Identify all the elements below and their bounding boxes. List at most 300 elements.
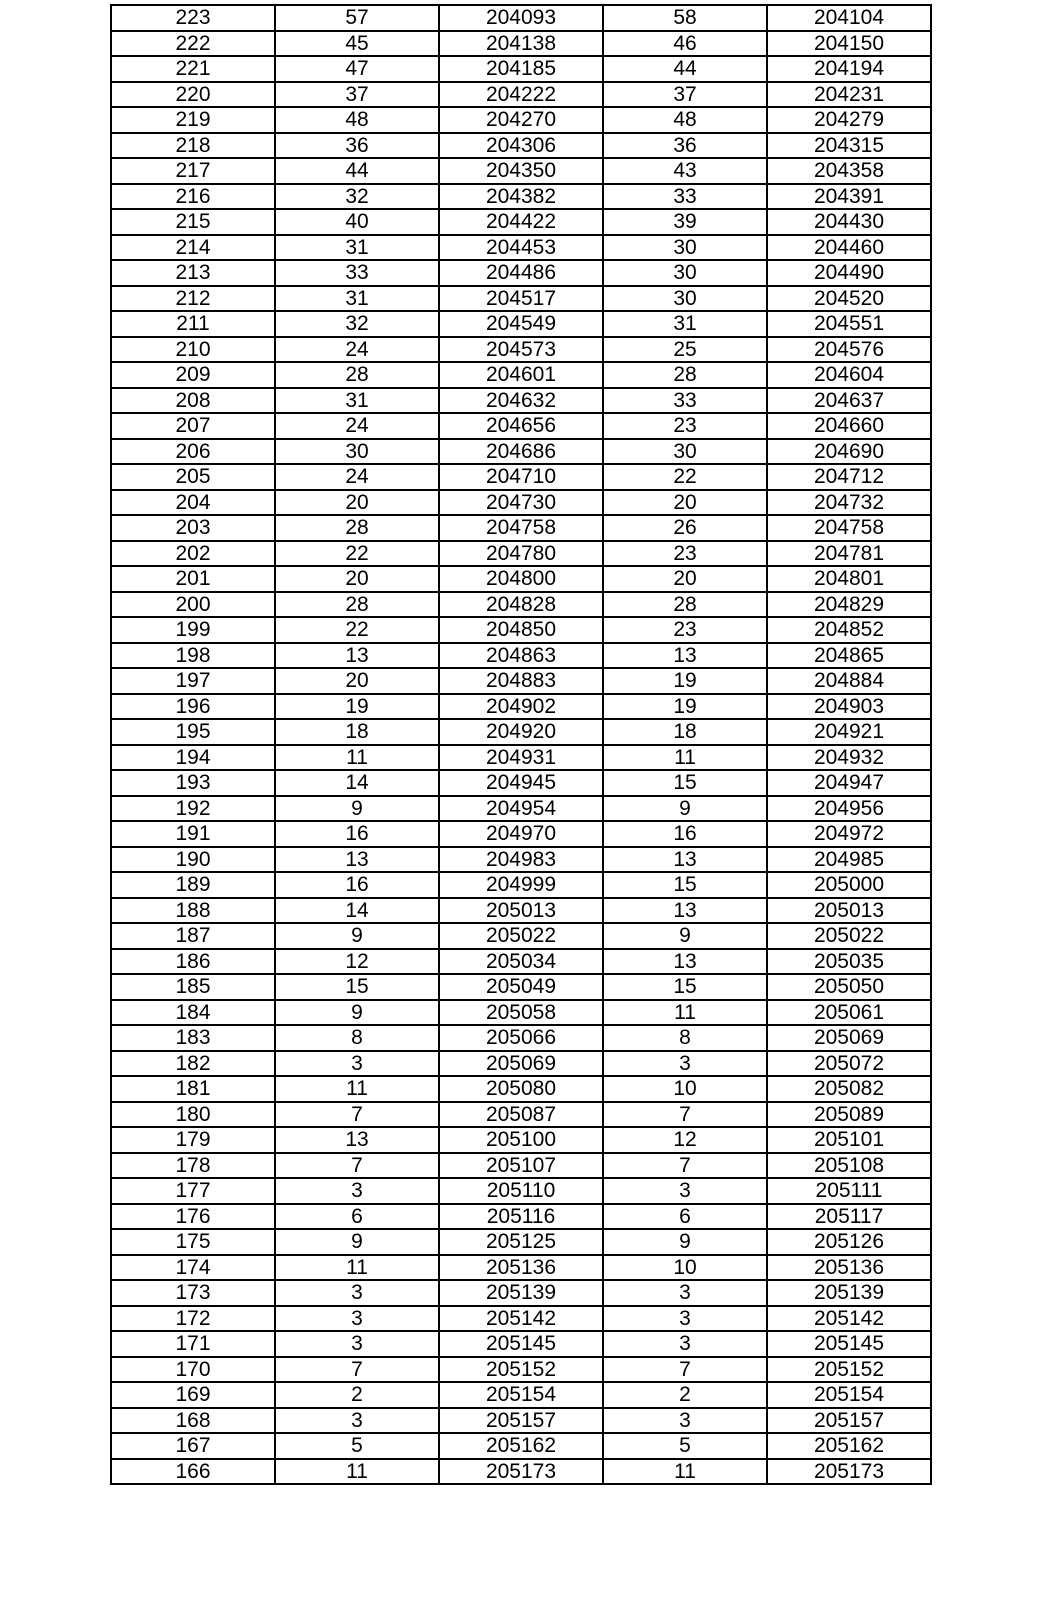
cumulative-b-cell: 204732	[767, 490, 931, 516]
count-b-cell: 46	[603, 31, 767, 57]
cumulative-a-cell: 205125	[439, 1229, 603, 1255]
count-b-cell: 36	[603, 133, 767, 159]
cumulative-b-cell: 204637	[767, 388, 931, 414]
score-cell: 195	[111, 719, 275, 745]
score-cell: 210	[111, 337, 275, 363]
score-cell: 207	[111, 413, 275, 439]
cumulative-a-cell: 204931	[439, 745, 603, 771]
count-b-cell: 11	[603, 745, 767, 771]
cumulative-b-cell: 205173	[767, 1459, 931, 1485]
cumulative-a-cell: 205087	[439, 1102, 603, 1128]
count-b-cell: 3	[603, 1280, 767, 1306]
score-cell: 181	[111, 1076, 275, 1102]
count-a-cell: 16	[275, 821, 439, 847]
score-cell: 187	[111, 923, 275, 949]
count-b-cell: 7	[603, 1357, 767, 1383]
score-cell: 204	[111, 490, 275, 516]
cumulative-a-cell: 205157	[439, 1408, 603, 1434]
table-row	[111, 235, 931, 261]
count-a-cell: 32	[275, 184, 439, 210]
cumulative-b-cell: 205069	[767, 1025, 931, 1051]
cumulative-a-cell: 205049	[439, 974, 603, 1000]
count-a-cell: 13	[275, 847, 439, 873]
score-cell: 179	[111, 1127, 275, 1153]
count-b-cell: 31	[603, 311, 767, 337]
score-cell: 167	[111, 1433, 275, 1459]
table-row	[111, 209, 931, 235]
cumulative-a-cell: 204517	[439, 286, 603, 312]
count-a-cell: 13	[275, 643, 439, 669]
table-row	[111, 464, 931, 490]
count-b-cell: 2	[603, 1382, 767, 1408]
table-row	[111, 1000, 931, 1026]
cumulative-b-cell: 204985	[767, 847, 931, 873]
count-a-cell: 2	[275, 1382, 439, 1408]
count-a-cell: 33	[275, 260, 439, 286]
count-a-cell: 28	[275, 362, 439, 388]
score-cell: 203	[111, 515, 275, 541]
count-a-cell: 28	[275, 592, 439, 618]
table-row	[111, 974, 931, 1000]
cumulative-b-cell: 204956	[767, 796, 931, 822]
table-row	[111, 490, 931, 516]
count-a-cell: 24	[275, 464, 439, 490]
count-a-cell: 37	[275, 82, 439, 108]
count-a-cell: 48	[275, 107, 439, 133]
table-row	[111, 1459, 931, 1485]
score-cell: 176	[111, 1204, 275, 1230]
count-b-cell: 3	[603, 1408, 767, 1434]
cumulative-b-cell: 204315	[767, 133, 931, 159]
count-a-cell: 20	[275, 490, 439, 516]
cumulative-b-cell: 205152	[767, 1357, 931, 1383]
cumulative-a-cell: 204453	[439, 235, 603, 261]
count-b-cell: 43	[603, 158, 767, 184]
score-cell: 168	[111, 1408, 275, 1434]
count-a-cell: 3	[275, 1306, 439, 1332]
table-row	[111, 1076, 931, 1102]
count-b-cell: 23	[603, 413, 767, 439]
count-b-cell: 39	[603, 209, 767, 235]
cumulative-b-cell: 205111	[767, 1178, 931, 1204]
score-cell: 174	[111, 1255, 275, 1281]
score-cell: 214	[111, 235, 275, 261]
table-row	[111, 311, 931, 337]
count-b-cell: 28	[603, 592, 767, 618]
cumulative-a-cell: 205080	[439, 1076, 603, 1102]
count-b-cell: 44	[603, 56, 767, 82]
count-b-cell: 23	[603, 617, 767, 643]
cumulative-a-cell: 204945	[439, 770, 603, 796]
count-b-cell: 58	[603, 5, 767, 31]
table-row	[111, 1280, 931, 1306]
count-a-cell: 7	[275, 1357, 439, 1383]
table-row	[111, 1153, 931, 1179]
table-row	[111, 1306, 931, 1332]
cumulative-a-cell: 204883	[439, 668, 603, 694]
cumulative-a-cell: 204999	[439, 872, 603, 898]
table-row	[111, 694, 931, 720]
cumulative-b-cell: 204972	[767, 821, 931, 847]
count-a-cell: 24	[275, 413, 439, 439]
table-row	[111, 1229, 931, 1255]
count-a-cell: 45	[275, 31, 439, 57]
cumulative-a-cell: 204970	[439, 821, 603, 847]
cumulative-a-cell: 205173	[439, 1459, 603, 1485]
count-a-cell: 15	[275, 974, 439, 1000]
cumulative-a-cell: 205116	[439, 1204, 603, 1230]
table-row	[111, 439, 931, 465]
count-a-cell: 31	[275, 286, 439, 312]
count-b-cell: 30	[603, 235, 767, 261]
count-a-cell: 20	[275, 566, 439, 592]
cumulative-b-cell: 205108	[767, 1153, 931, 1179]
table-row	[111, 56, 931, 82]
cumulative-b-cell: 204391	[767, 184, 931, 210]
cumulative-b-cell: 205022	[767, 923, 931, 949]
count-b-cell: 3	[603, 1051, 767, 1077]
cumulative-a-cell: 204632	[439, 388, 603, 414]
score-cell: 171	[111, 1331, 275, 1357]
cumulative-b-cell: 205101	[767, 1127, 931, 1153]
count-b-cell: 15	[603, 872, 767, 898]
count-a-cell: 3	[275, 1408, 439, 1434]
count-b-cell: 33	[603, 184, 767, 210]
count-b-cell: 30	[603, 439, 767, 465]
table-row	[111, 133, 931, 159]
count-a-cell: 5	[275, 1433, 439, 1459]
cumulative-b-cell: 204712	[767, 464, 931, 490]
cumulative-b-cell: 204576	[767, 337, 931, 363]
table-row	[111, 1331, 931, 1357]
count-a-cell: 22	[275, 541, 439, 567]
table-row	[111, 158, 931, 184]
score-cell: 208	[111, 388, 275, 414]
cumulative-b-cell: 205136	[767, 1255, 931, 1281]
count-a-cell: 36	[275, 133, 439, 159]
cumulative-b-cell: 205089	[767, 1102, 931, 1128]
table-row	[111, 1408, 931, 1434]
table-row	[111, 388, 931, 414]
cumulative-a-cell: 204549	[439, 311, 603, 337]
cumulative-a-cell: 205022	[439, 923, 603, 949]
score-cell: 190	[111, 847, 275, 873]
table-row	[111, 1357, 931, 1383]
table-row	[111, 1204, 931, 1230]
cumulative-b-cell: 204829	[767, 592, 931, 618]
cumulative-a-cell: 205066	[439, 1025, 603, 1051]
cumulative-a-cell: 204730	[439, 490, 603, 516]
score-cell: 222	[111, 31, 275, 57]
table-row	[111, 847, 931, 873]
count-b-cell: 10	[603, 1076, 767, 1102]
cumulative-b-cell: 204758	[767, 515, 931, 541]
cumulative-b-cell: 204551	[767, 311, 931, 337]
score-cell: 166	[111, 1459, 275, 1485]
cumulative-b-cell: 204279	[767, 107, 931, 133]
cumulative-b-cell: 204194	[767, 56, 931, 82]
count-b-cell: 30	[603, 286, 767, 312]
count-a-cell: 3	[275, 1178, 439, 1204]
score-cell: 177	[111, 1178, 275, 1204]
cumulative-b-cell: 204660	[767, 413, 931, 439]
score-cell: 193	[111, 770, 275, 796]
score-cell: 213	[111, 260, 275, 286]
count-b-cell: 10	[603, 1255, 767, 1281]
count-a-cell: 11	[275, 745, 439, 771]
cumulative-a-cell: 204828	[439, 592, 603, 618]
count-a-cell: 14	[275, 770, 439, 796]
count-b-cell: 8	[603, 1025, 767, 1051]
score-cell: 175	[111, 1229, 275, 1255]
cumulative-b-cell: 205082	[767, 1076, 931, 1102]
table-row	[111, 337, 931, 363]
table-row	[111, 1051, 931, 1077]
score-cell: 180	[111, 1102, 275, 1128]
table-row	[111, 1255, 931, 1281]
cumulative-b-cell: 205072	[767, 1051, 931, 1077]
table-row	[111, 184, 931, 210]
score-cell: 173	[111, 1280, 275, 1306]
cumulative-b-cell: 205000	[767, 872, 931, 898]
table-row	[111, 413, 931, 439]
cumulative-a-cell: 204185	[439, 56, 603, 82]
cumulative-a-cell: 205058	[439, 1000, 603, 1026]
score-cell: 201	[111, 566, 275, 592]
cumulative-b-cell: 204520	[767, 286, 931, 312]
cumulative-a-cell: 205110	[439, 1178, 603, 1204]
cumulative-a-cell: 204780	[439, 541, 603, 567]
count-a-cell: 30	[275, 439, 439, 465]
cumulative-a-cell: 204486	[439, 260, 603, 286]
cumulative-a-cell: 204270	[439, 107, 603, 133]
count-b-cell: 16	[603, 821, 767, 847]
cumulative-b-cell: 205162	[767, 1433, 931, 1459]
count-a-cell: 7	[275, 1153, 439, 1179]
cumulative-a-cell: 204656	[439, 413, 603, 439]
score-cell: 194	[111, 745, 275, 771]
cumulative-a-cell: 204710	[439, 464, 603, 490]
table-row	[111, 1433, 931, 1459]
cumulative-b-cell: 205145	[767, 1331, 931, 1357]
count-b-cell: 19	[603, 668, 767, 694]
cumulative-b-cell: 204884	[767, 668, 931, 694]
table-row	[111, 5, 931, 31]
table-row	[111, 82, 931, 108]
count-b-cell: 20	[603, 490, 767, 516]
cumulative-a-cell: 205136	[439, 1255, 603, 1281]
table-row	[111, 286, 931, 312]
cumulative-a-cell: 204306	[439, 133, 603, 159]
cumulative-a-cell: 204686	[439, 439, 603, 465]
table-row	[111, 745, 931, 771]
table-row	[111, 1178, 931, 1204]
count-b-cell: 23	[603, 541, 767, 567]
table-row	[111, 31, 931, 57]
score-cell: 205	[111, 464, 275, 490]
count-a-cell: 47	[275, 56, 439, 82]
score-cell: 188	[111, 898, 275, 924]
score-cell: 220	[111, 82, 275, 108]
score-cell: 192	[111, 796, 275, 822]
cumulative-a-cell: 204222	[439, 82, 603, 108]
count-a-cell: 44	[275, 158, 439, 184]
cumulative-a-cell: 205152	[439, 1357, 603, 1383]
score-table	[110, 4, 932, 1485]
count-b-cell: 30	[603, 260, 767, 286]
count-b-cell: 37	[603, 82, 767, 108]
table-row	[111, 949, 931, 975]
cumulative-b-cell: 204781	[767, 541, 931, 567]
count-a-cell: 32	[275, 311, 439, 337]
cumulative-b-cell: 205035	[767, 949, 931, 975]
cumulative-b-cell: 204490	[767, 260, 931, 286]
count-b-cell: 5	[603, 1433, 767, 1459]
count-b-cell: 11	[603, 1000, 767, 1026]
score-cell: 191	[111, 821, 275, 847]
cumulative-a-cell: 205107	[439, 1153, 603, 1179]
count-a-cell: 13	[275, 1127, 439, 1153]
table-row	[111, 107, 931, 133]
score-cell: 223	[111, 5, 275, 31]
count-b-cell: 9	[603, 1229, 767, 1255]
count-b-cell: 19	[603, 694, 767, 720]
score-cell: 212	[111, 286, 275, 312]
count-a-cell: 6	[275, 1204, 439, 1230]
cumulative-a-cell: 204902	[439, 694, 603, 720]
count-b-cell: 13	[603, 949, 767, 975]
cumulative-b-cell: 204104	[767, 5, 931, 31]
score-cell: 183	[111, 1025, 275, 1051]
table-row	[111, 872, 931, 898]
cumulative-a-cell: 205139	[439, 1280, 603, 1306]
count-b-cell: 3	[603, 1331, 767, 1357]
cumulative-b-cell: 204358	[767, 158, 931, 184]
cumulative-a-cell: 204758	[439, 515, 603, 541]
cumulative-b-cell: 205013	[767, 898, 931, 924]
cumulative-b-cell: 205117	[767, 1204, 931, 1230]
table-row	[111, 923, 931, 949]
count-b-cell: 28	[603, 362, 767, 388]
cumulative-a-cell: 204573	[439, 337, 603, 363]
score-cell: 185	[111, 974, 275, 1000]
table-row	[111, 541, 931, 567]
cumulative-a-cell: 204983	[439, 847, 603, 873]
score-cell: 189	[111, 872, 275, 898]
count-a-cell: 9	[275, 1229, 439, 1255]
count-b-cell: 13	[603, 643, 767, 669]
cumulative-b-cell: 205126	[767, 1229, 931, 1255]
score-cell: 182	[111, 1051, 275, 1077]
cumulative-a-cell: 204800	[439, 566, 603, 592]
cumulative-b-cell: 204150	[767, 31, 931, 57]
table-row	[111, 1382, 931, 1408]
score-cell: 202	[111, 541, 275, 567]
cumulative-a-cell: 205154	[439, 1382, 603, 1408]
count-b-cell: 3	[603, 1306, 767, 1332]
cumulative-b-cell: 204932	[767, 745, 931, 771]
count-a-cell: 9	[275, 796, 439, 822]
cumulative-b-cell: 204430	[767, 209, 931, 235]
table-row	[111, 515, 931, 541]
table-row	[111, 592, 931, 618]
score-cell: 178	[111, 1153, 275, 1179]
cumulative-a-cell: 204422	[439, 209, 603, 235]
score-cell: 200	[111, 592, 275, 618]
cumulative-a-cell: 204382	[439, 184, 603, 210]
table-row	[111, 1025, 931, 1051]
count-b-cell: 22	[603, 464, 767, 490]
count-a-cell: 18	[275, 719, 439, 745]
cumulative-a-cell: 204920	[439, 719, 603, 745]
table-row	[111, 719, 931, 745]
score-cell: 196	[111, 694, 275, 720]
score-cell: 216	[111, 184, 275, 210]
cumulative-a-cell: 205013	[439, 898, 603, 924]
cumulative-a-cell: 204850	[439, 617, 603, 643]
cumulative-a-cell: 205145	[439, 1331, 603, 1357]
cumulative-b-cell: 205142	[767, 1306, 931, 1332]
score-cell: 215	[111, 209, 275, 235]
count-b-cell: 13	[603, 898, 767, 924]
count-a-cell: 3	[275, 1331, 439, 1357]
cumulative-b-cell: 204460	[767, 235, 931, 261]
count-b-cell: 7	[603, 1102, 767, 1128]
score-cell: 199	[111, 617, 275, 643]
table-row	[111, 898, 931, 924]
count-a-cell: 19	[275, 694, 439, 720]
count-a-cell: 11	[275, 1459, 439, 1485]
count-a-cell: 28	[275, 515, 439, 541]
count-b-cell: 9	[603, 923, 767, 949]
count-a-cell: 3	[275, 1051, 439, 1077]
count-a-cell: 20	[275, 668, 439, 694]
cumulative-a-cell: 204954	[439, 796, 603, 822]
cumulative-b-cell: 204801	[767, 566, 931, 592]
score-cell: 198	[111, 643, 275, 669]
score-cell: 172	[111, 1306, 275, 1332]
count-b-cell: 7	[603, 1153, 767, 1179]
cumulative-b-cell: 204690	[767, 439, 931, 465]
count-b-cell: 18	[603, 719, 767, 745]
count-b-cell: 26	[603, 515, 767, 541]
table-row	[111, 643, 931, 669]
cumulative-a-cell: 204601	[439, 362, 603, 388]
table-row	[111, 668, 931, 694]
cumulative-a-cell: 205034	[439, 949, 603, 975]
count-a-cell: 40	[275, 209, 439, 235]
score-cell: 186	[111, 949, 275, 975]
count-a-cell: 31	[275, 388, 439, 414]
count-b-cell: 15	[603, 974, 767, 1000]
count-b-cell: 33	[603, 388, 767, 414]
cumulative-b-cell: 205139	[767, 1280, 931, 1306]
count-a-cell: 57	[275, 5, 439, 31]
cumulative-b-cell: 204865	[767, 643, 931, 669]
count-b-cell: 48	[603, 107, 767, 133]
cumulative-a-cell: 205069	[439, 1051, 603, 1077]
table-row	[111, 770, 931, 796]
score-cell: 217	[111, 158, 275, 184]
count-a-cell: 11	[275, 1255, 439, 1281]
count-a-cell: 11	[275, 1076, 439, 1102]
cumulative-b-cell: 204921	[767, 719, 931, 745]
table-row	[111, 260, 931, 286]
count-b-cell: 3	[603, 1178, 767, 1204]
count-b-cell: 12	[603, 1127, 767, 1153]
cumulative-a-cell: 205142	[439, 1306, 603, 1332]
table-row	[111, 1102, 931, 1128]
